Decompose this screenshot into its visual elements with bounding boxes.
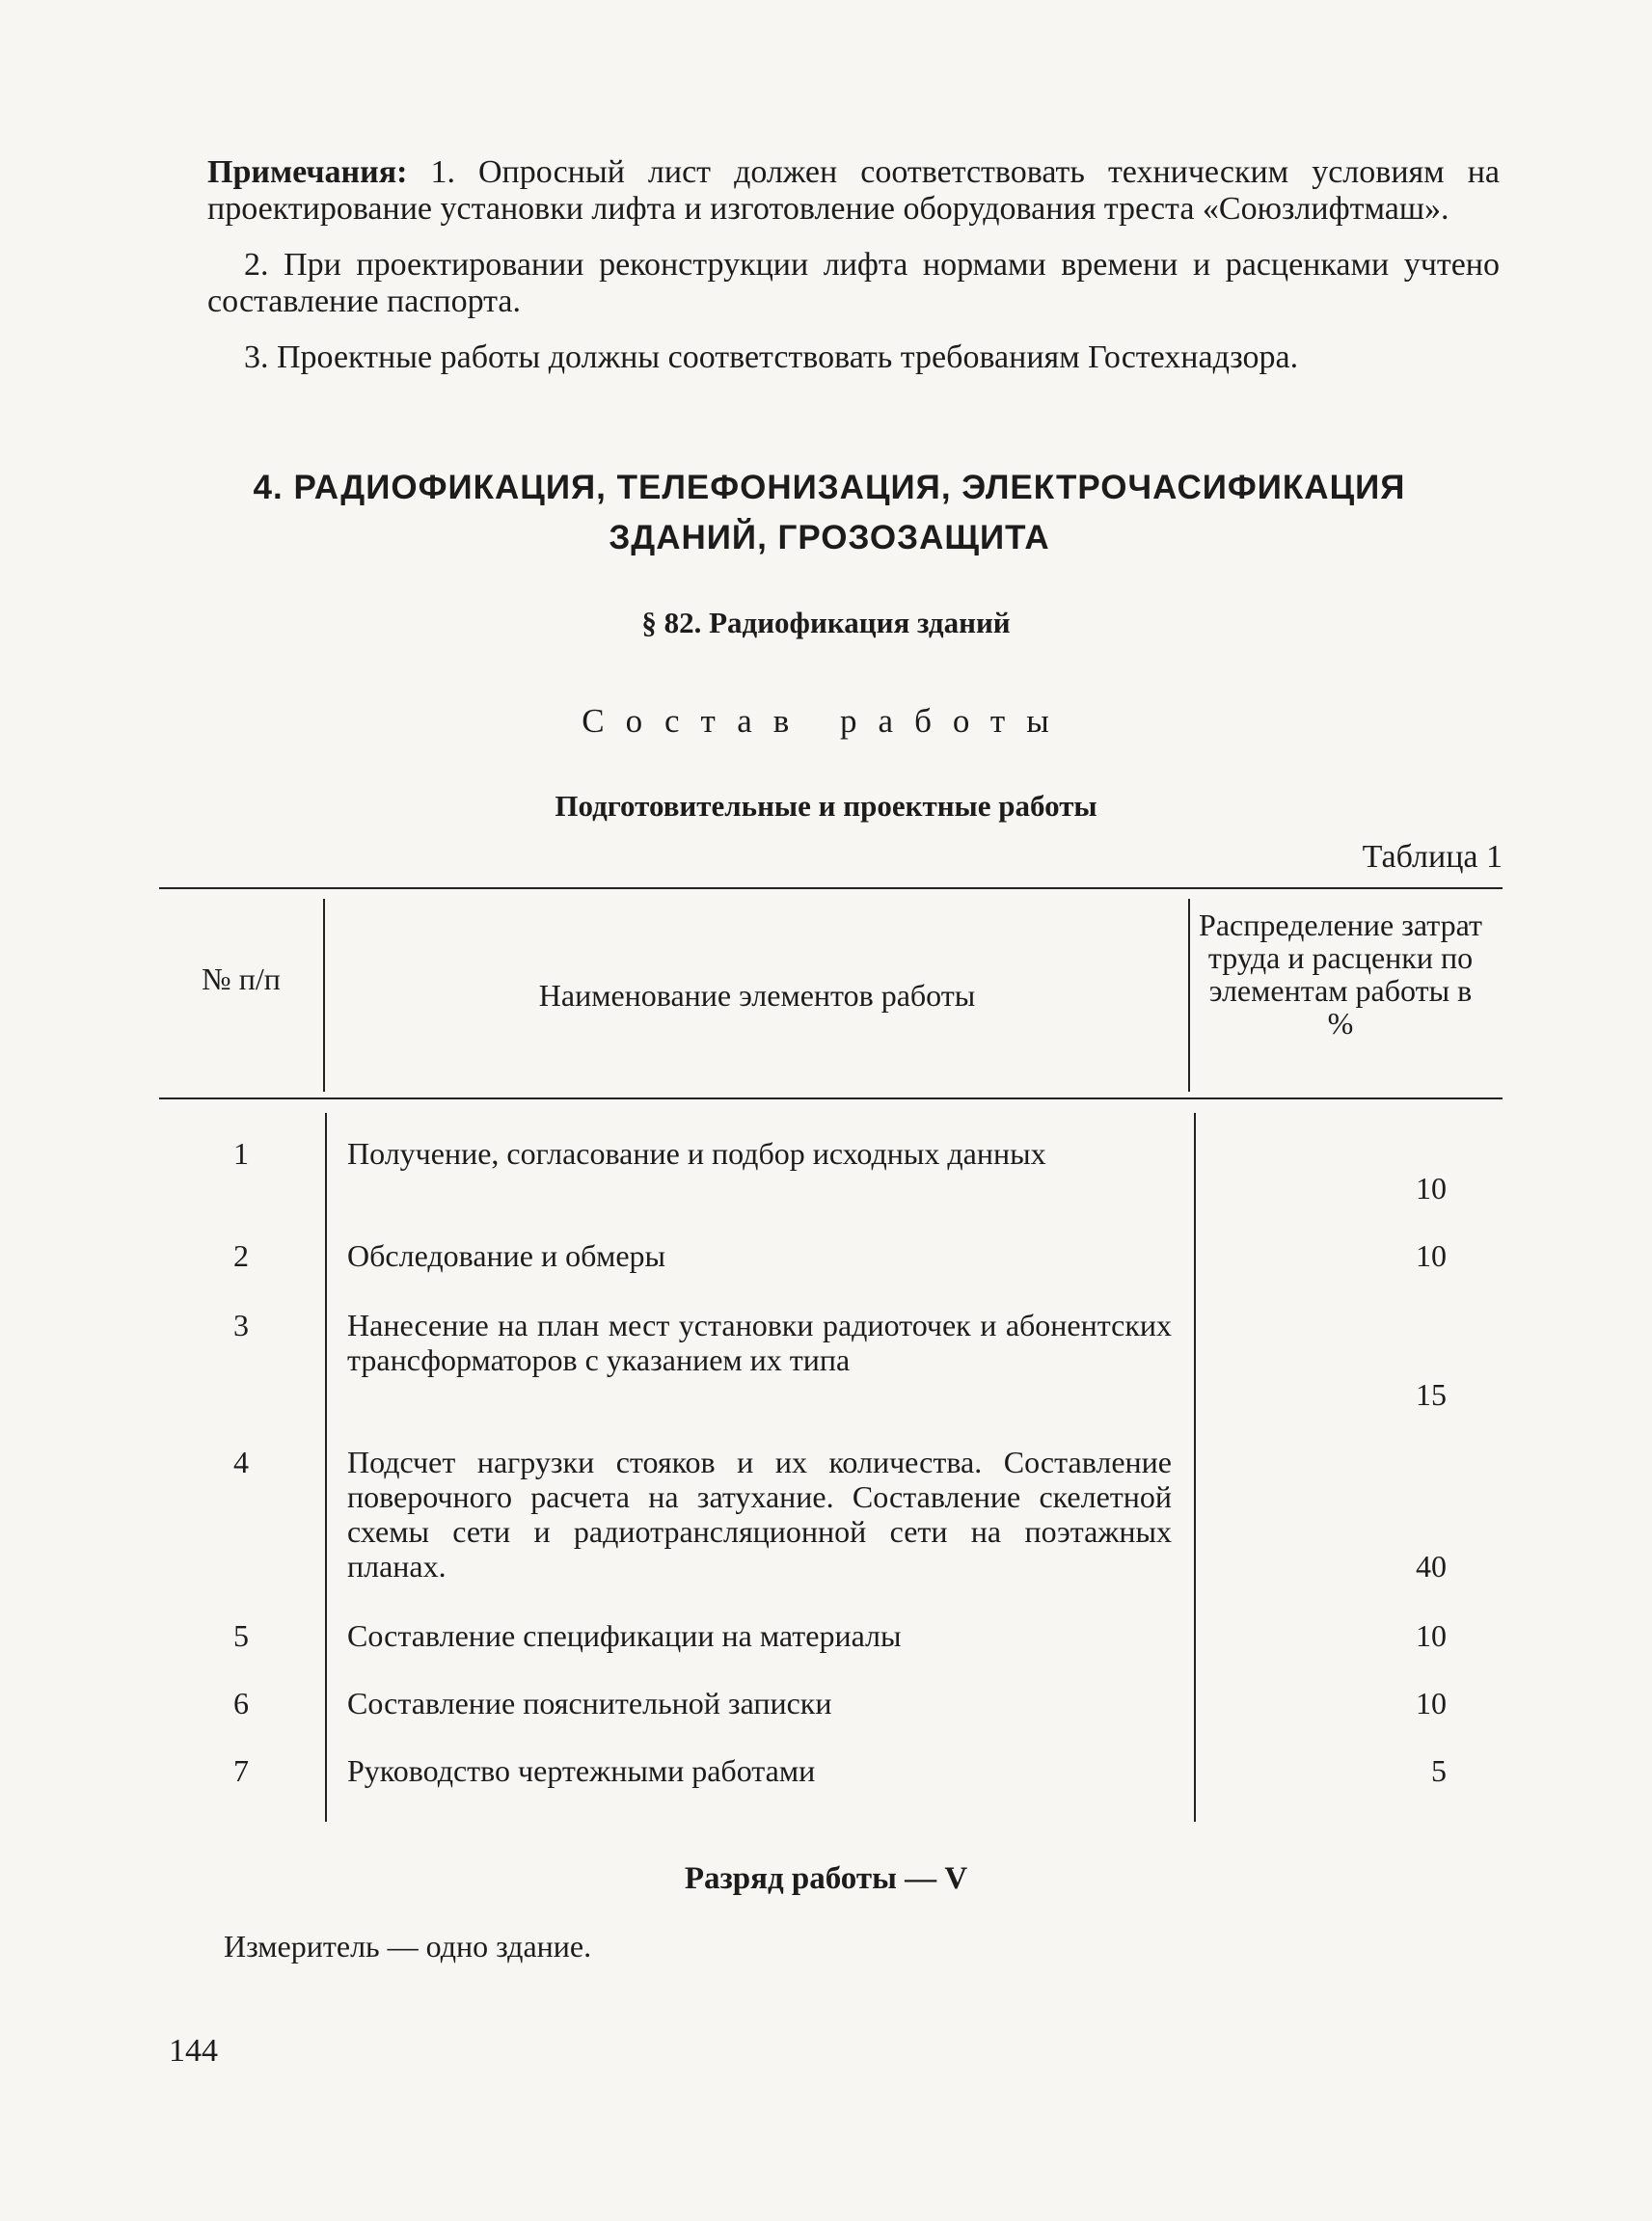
- table-row-value: 40: [1416, 1549, 1447, 1584]
- note-item-3: [207, 339, 1500, 376]
- header-num: № п/п: [202, 962, 281, 996]
- composition-heading: Состав работы: [582, 702, 1070, 740]
- table-row-num: 7: [233, 1753, 249, 1788]
- table-row-num: 1: [233, 1136, 249, 1171]
- table-row-name: Составление спецификации на материалы: [347, 1618, 902, 1653]
- table-row-name: Составление пояснительной записки: [347, 1686, 832, 1720]
- note-item-2: [207, 247, 1500, 320]
- header-name: Наименование элементов работы: [538, 978, 976, 1013]
- notes-block: [207, 154, 1500, 395]
- table-row-value: 10: [1416, 1618, 1447, 1653]
- note-text-1: 1. Опросный лист должен соответствовать техническим условиям на проектирование установки лифта и изготовление оборудования треста «Союзлифтмаш».: [207, 154, 1500, 227]
- table-row-name: Руководство чертежными работами: [347, 1753, 816, 1788]
- table-row-name: Нанесение на план мест установки радиоточек и абонентских трансформаторов с указанием их типа: [347, 1308, 1172, 1377]
- subsection-title: Подготовительные и проектные работы: [555, 789, 1097, 823]
- note-text-3: 3. Проектные работы должны соответствовать требованиям Гостехнадзора.: [244, 339, 1299, 375]
- table-row-name: Получение, согласование и подбор исходных данных: [347, 1136, 1046, 1171]
- table-row-num: 4: [233, 1445, 249, 1479]
- work-elements-table: [159, 887, 1503, 1828]
- header-distribution: Распределение затрат труда и расценки по элементам работы в %: [1199, 907, 1482, 1041]
- page-number: 144: [169, 2033, 218, 2069]
- table-row-value: 15: [1416, 1377, 1447, 1412]
- table-row-num: 2: [233, 1238, 249, 1273]
- work-grade: Разряд работы — V: [684, 1861, 968, 1896]
- header-divider-left: [323, 899, 325, 1092]
- table-row-value: 10: [1416, 1171, 1447, 1205]
- table-row-value: 5: [1431, 1753, 1447, 1788]
- section-title: § 82. Радиофикация зданий: [641, 606, 1011, 639]
- table-row-name: Обследование и обмеры: [347, 1238, 666, 1273]
- note-text-2: 2. При проектировании реконструкции лифта нормами времени и расценками учтено составление паспорта.: [207, 247, 1500, 319]
- measurer: Измеритель — одно здание.: [224, 1929, 592, 1964]
- table-header-rule: [159, 1097, 1503, 1099]
- header-divider-right: [1188, 899, 1190, 1092]
- table-top-rule: [159, 887, 1503, 889]
- note-item-1: [207, 154, 1500, 228]
- table-row-name: Подсчет нагрузки стояков и их количества. Составление поверочного расчета на затухание. Составление скелетной схемы сети и радиотрансляционной сети на поэтажных планах.: [347, 1445, 1172, 1584]
- table-label: Таблица 1: [1362, 839, 1503, 875]
- chapter-title: [154, 463, 1504, 563]
- table-row-num: 5: [233, 1618, 249, 1653]
- table-row-value: 10: [1416, 1686, 1447, 1720]
- body-divider-left: [325, 1113, 327, 1822]
- chapter-title-line-1: 4. РАДИОФИКАЦИЯ, ТЕЛЕФОНИЗАЦИЯ, ЭЛЕКТРОЧАСИФИКАЦИЯ: [253, 469, 1406, 506]
- chapter-title-line-2: ЗДАНИЙ, ГРОЗОЗАЩИТА: [609, 519, 1050, 556]
- notes-label: Примечания:: [207, 154, 408, 190]
- table-row-value: 10: [1416, 1238, 1447, 1273]
- table-row-num: 6: [233, 1686, 249, 1720]
- table-row-num: 3: [233, 1308, 249, 1342]
